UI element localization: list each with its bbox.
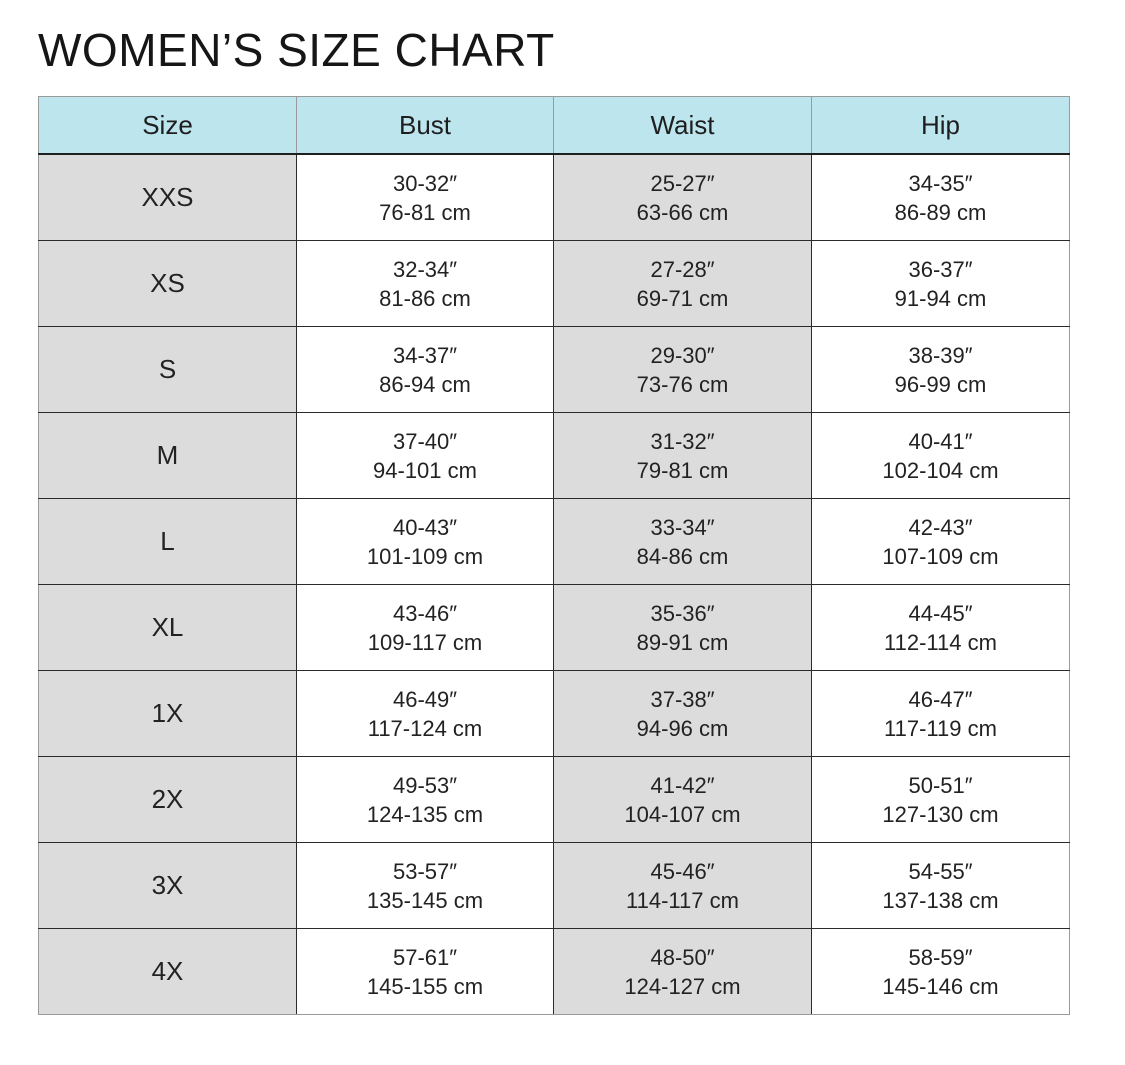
bust-cell — [297, 585, 554, 671]
hip-cell — [812, 671, 1070, 757]
size-column-header: Size — [39, 97, 297, 155]
hip-cm: 117-119 cm — [884, 715, 997, 741]
table-body — [39, 154, 1070, 1015]
bust-column-header: Bust — [297, 97, 554, 155]
bust-cm: 81-86 cm — [379, 285, 471, 311]
bust-inches: 37-40″ — [392, 428, 458, 454]
bust-inches: 46-49″ — [392, 686, 458, 712]
bust-cm: 76-81 cm — [379, 199, 471, 225]
table-row — [39, 929, 1070, 1015]
hip-cell — [812, 327, 1070, 413]
hip-inches: 46-47″ — [908, 686, 973, 712]
waist-cm: 79-81 cm — [636, 457, 729, 483]
waist-inches: 37-38″ — [650, 686, 715, 712]
size-cell: 3X — [39, 843, 297, 929]
size-cell: XXS — [39, 154, 297, 241]
waist-cell — [554, 154, 812, 241]
hip-cm: 86-89 cm — [894, 199, 987, 225]
waist-cell — [554, 413, 812, 499]
size-cell: 1X — [39, 671, 297, 757]
hip-cm: 91-94 cm — [894, 285, 987, 311]
size-cell: XS — [39, 241, 297, 327]
waist-cell — [554, 929, 812, 1015]
table-row — [39, 499, 1070, 585]
hip-cell — [812, 757, 1070, 843]
hip-column-header: Hip — [812, 97, 1070, 155]
bust-cell — [297, 671, 554, 757]
bust-cell — [297, 499, 554, 585]
waist-inches: 25-27″ — [650, 170, 715, 196]
table-row — [39, 154, 1070, 241]
waist-cm: 124-127 cm — [624, 973, 741, 999]
bust-inches: 30-32″ — [392, 170, 458, 196]
bust-cell — [297, 843, 554, 929]
waist-cell — [554, 757, 812, 843]
waist-cm: 89-91 cm — [636, 629, 729, 655]
waist-cm: 63-66 cm — [636, 199, 729, 225]
bust-inches: 49-53″ — [392, 772, 458, 798]
table-row — [39, 327, 1070, 413]
bust-cm: 124-135 cm — [366, 801, 484, 827]
hip-cell — [812, 154, 1070, 241]
hip-cm: 107-109 cm — [882, 543, 999, 569]
size-chart-table — [38, 96, 1070, 1015]
table-row — [39, 413, 1070, 499]
table-row — [39, 843, 1070, 929]
waist-cm: 94-96 cm — [636, 715, 729, 741]
waist-cm: 104-107 cm — [624, 801, 741, 827]
hip-cell — [812, 241, 1070, 327]
hip-inches: 38-39″ — [908, 342, 973, 368]
bust-cm: 86-94 cm — [379, 371, 471, 397]
size-cell: 4X — [39, 929, 297, 1015]
table-row — [39, 671, 1070, 757]
hip-inches: 42-43″ — [908, 514, 973, 540]
waist-cell — [554, 499, 812, 585]
waist-cm: 114-117 cm — [626, 887, 739, 913]
bust-cm: 135-145 cm — [366, 887, 484, 913]
waist-cell — [554, 585, 812, 671]
size-cell: M — [39, 413, 297, 499]
bust-inches: 43-46″ — [392, 600, 458, 626]
bust-inches: 32-34″ — [392, 256, 458, 282]
size-cell: L — [39, 499, 297, 585]
hip-cm: 112-114 cm — [884, 629, 997, 655]
table-row — [39, 241, 1070, 327]
waist-column-header: Waist — [554, 97, 812, 155]
table-row — [39, 585, 1070, 671]
hip-cm: 102-104 cm — [882, 457, 999, 483]
waist-inches: 27-28″ — [650, 256, 715, 282]
bust-cell — [297, 929, 554, 1015]
bust-cm: 109-117 cm — [367, 629, 483, 655]
hip-inches: 36-37″ — [908, 256, 973, 282]
bust-cell — [297, 154, 554, 241]
waist-cell — [554, 327, 812, 413]
waist-inches: 29-30″ — [650, 342, 715, 368]
hip-inches: 54-55″ — [908, 858, 973, 884]
bust-cm: 117-124 cm — [367, 715, 483, 741]
bust-cm: 145-155 cm — [366, 973, 484, 999]
hip-inches: 50-51″ — [908, 772, 973, 798]
bust-cm: 94-101 cm — [373, 457, 477, 483]
hip-inches: 34-35″ — [908, 170, 973, 196]
hip-cm: 145-146 cm — [882, 973, 999, 999]
hip-cm: 137-138 cm — [882, 887, 999, 913]
bust-cell — [297, 241, 554, 327]
hip-cm: 127-130 cm — [882, 801, 999, 827]
waist-cm: 84-86 cm — [636, 543, 729, 569]
waist-cell — [554, 671, 812, 757]
hip-cell — [812, 499, 1070, 585]
size-cell: XL — [39, 585, 297, 671]
bust-inches: 34-37″ — [392, 342, 458, 368]
bust-cell — [297, 757, 554, 843]
bust-inches: 57-61″ — [392, 944, 458, 970]
hip-inches: 44-45″ — [908, 600, 973, 626]
hip-cell — [812, 413, 1070, 499]
size-cell: S — [39, 327, 297, 413]
waist-inches: 45-46″ — [650, 858, 715, 884]
waist-inches: 41-42″ — [650, 772, 715, 798]
bust-cm: 101-109 cm — [366, 543, 484, 569]
waist-cell — [554, 843, 812, 929]
bust-inches: 53-57″ — [392, 858, 458, 884]
waist-inches: 35-36″ — [650, 600, 715, 626]
waist-cm: 69-71 cm — [636, 285, 729, 311]
waist-inches: 31-32″ — [650, 428, 715, 454]
waist-inches: 48-50″ — [650, 944, 715, 970]
header-row — [39, 97, 1070, 155]
page-title: WOMEN’S SIZE CHART — [38, 24, 555, 76]
hip-cm: 96-99 cm — [894, 371, 987, 397]
hip-inches: 58-59″ — [908, 944, 973, 970]
size-cell: 2X — [39, 757, 297, 843]
waist-inches: 33-34″ — [650, 514, 715, 540]
bust-inches: 40-43″ — [392, 514, 458, 540]
table-row — [39, 757, 1070, 843]
waist-cm: 73-76 cm — [636, 371, 729, 397]
waist-cell — [554, 241, 812, 327]
bust-cell — [297, 327, 554, 413]
bust-cell — [297, 413, 554, 499]
hip-inches: 40-41″ — [908, 428, 973, 454]
hip-cell — [812, 929, 1070, 1015]
hip-cell — [812, 843, 1070, 929]
hip-cell — [812, 585, 1070, 671]
table-header — [39, 97, 1070, 155]
